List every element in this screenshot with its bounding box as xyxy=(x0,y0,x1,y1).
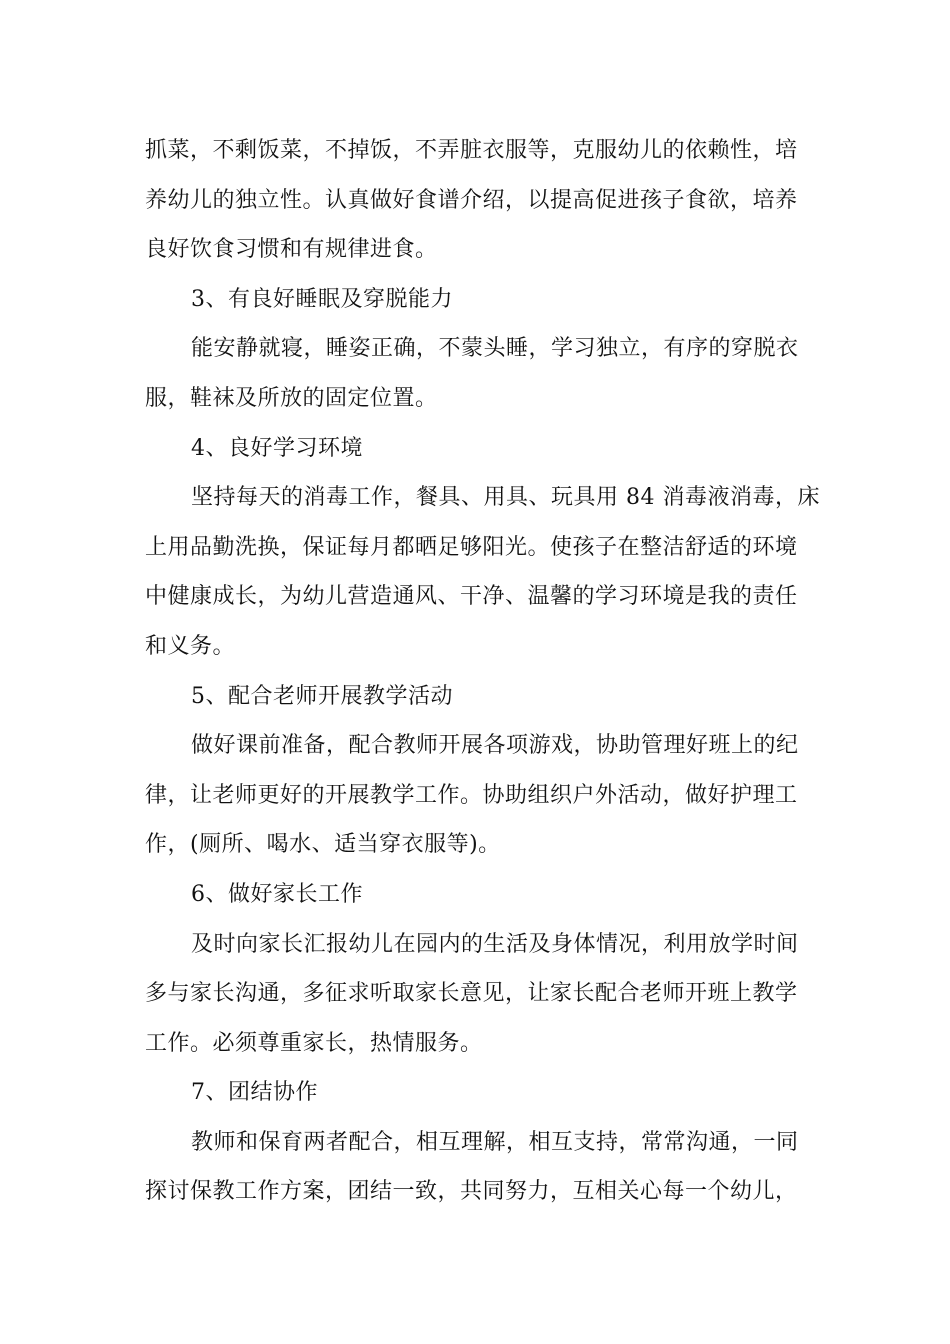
text-line: 坚持每天的消毒工作，餐具、用具、玩具用 84 消毒液消毒，床 xyxy=(191,485,820,511)
text-line: 良好饮食习惯和有规律进食。 xyxy=(145,237,438,263)
section-heading: 5、配合老师开展教学活动 xyxy=(191,683,453,709)
text-line: 探讨保教工作方案，团结一致，共同努力，互相关心每一个幼儿， xyxy=(145,1179,798,1205)
section-heading: 6、做好家长工作 xyxy=(191,881,363,907)
text-line: 律，让老师更好的开展教学工作。协助组织户外活动，做好护理工 xyxy=(145,782,798,808)
text-line: 做好课前准备，配合教师开展各项游戏，协助管理好班上的纪 xyxy=(191,733,799,759)
text-line: 教师和保育两者配合，相互理解，相互支持，常常沟通，一同 xyxy=(191,1129,799,1155)
section-heading: 3、有良好睡眠及穿脱能力 xyxy=(191,286,453,312)
text-line: 上用品勤洗换，保证每月都晒足够阳光。使孩子在整洁舒适的环境 xyxy=(145,534,798,560)
text-line: 工作。必须尊重家长，热情服务。 xyxy=(145,1030,483,1056)
text-line: 中健康成长，为幼儿营造通风、干净、温馨的学习环境是我的责任 xyxy=(145,584,798,610)
text-line: 和义务。 xyxy=(145,633,236,659)
text-line: 能安静就寝，睡姿正确，不蒙头睡，学习独立，有序的穿脱衣 xyxy=(191,336,799,362)
text-line: 多与家长沟通，多征求听取家长意见，让家长配合老师开班上教学 xyxy=(145,981,798,1007)
text-line: 养幼儿的独立性。认真做好食谱介绍，以提高促进孩子食欲，培养 xyxy=(145,187,798,213)
text-line: 及时向家长汇报幼儿在园内的生活及身体情况，利用放学时间 xyxy=(191,931,799,957)
text-line: 抓菜，不剩饭菜，不掉饭，不弄脏衣服等，克服幼儿的依赖性，培 xyxy=(145,138,798,163)
text-line: 服，鞋袜及所放的固定位置。 xyxy=(145,385,438,411)
text-line: 作，(厕所、喝水、适当穿衣服等)。 xyxy=(145,832,501,858)
document-body xyxy=(145,126,820,1217)
section-heading: 4、良好学习环境 xyxy=(191,435,363,461)
section-heading: 7、团结协作 xyxy=(191,1080,318,1106)
